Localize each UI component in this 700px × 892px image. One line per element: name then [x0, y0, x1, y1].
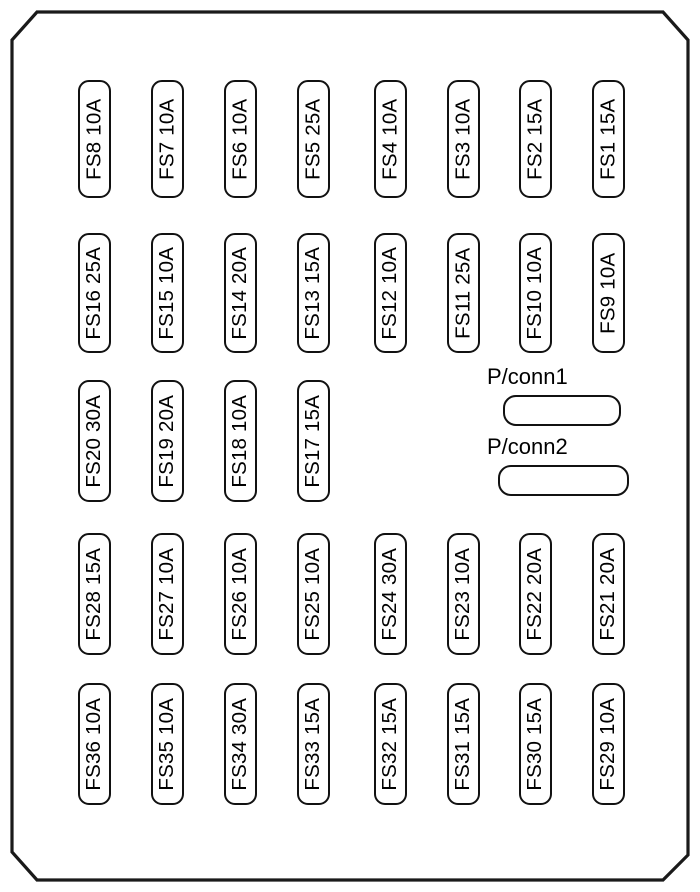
- fuse-slot-fs6[interactable]: [224, 80, 257, 198]
- fuse-label: FS5 25A: [301, 98, 325, 180]
- fuse-slot-fs12[interactable]: [374, 233, 407, 353]
- fuse-label: FS25 10A: [301, 547, 325, 641]
- fuse-label: FS13 15A: [301, 246, 325, 340]
- fuse-label: FS21 20A: [596, 547, 620, 641]
- fuse-slot-fs27[interactable]: [151, 533, 184, 655]
- pconn2-label: P/conn2: [487, 434, 568, 459]
- fuse-label: FS32 15A: [378, 697, 402, 791]
- fuse-label: FS30 15A: [523, 697, 547, 791]
- fuse-label: FS36 10A: [82, 697, 106, 791]
- power-connector-pconn2[interactable]: [498, 465, 629, 496]
- fuse-label: FS3 10A: [451, 98, 475, 180]
- fuse-label: FS17 15A: [301, 394, 325, 488]
- fuse-slot-fs5[interactable]: [297, 80, 330, 198]
- fuse-label: FS27 10A: [155, 547, 179, 641]
- fuse-slot-fs17[interactable]: [297, 380, 330, 502]
- fuse-label: FS35 10A: [155, 697, 179, 791]
- fuse-label: FS4 10A: [378, 98, 402, 180]
- fuse-label: FS7 10A: [155, 98, 179, 180]
- fuse-label: FS31 15A: [451, 697, 475, 791]
- fuse-slot-fs18[interactable]: [224, 380, 257, 502]
- fuse-label: FS23 10A: [451, 547, 475, 641]
- fuse-slot-fs31[interactable]: [447, 683, 480, 805]
- fuse-label: FS12 10A: [378, 246, 402, 340]
- fuse-slot-fs26[interactable]: [224, 533, 257, 655]
- fuse-slot-fs13[interactable]: [297, 233, 330, 353]
- fuse-slot-fs22[interactable]: [519, 533, 552, 655]
- fuse-slot-fs34[interactable]: [224, 683, 257, 805]
- fuse-label: FS11 25A: [451, 247, 475, 339]
- fuse-slot-fs15[interactable]: [151, 233, 184, 353]
- fuse-slot-fs11[interactable]: [447, 233, 480, 353]
- fuse-label: FS33 15A: [301, 697, 325, 791]
- fuse-label: FS29 10A: [596, 697, 620, 791]
- fuse-slot-fs29[interactable]: [592, 683, 625, 805]
- fuse-label: FS6 10A: [228, 98, 252, 180]
- fuse-label: FS20 30A: [82, 394, 106, 488]
- fuse-slot-fs8[interactable]: [78, 80, 111, 198]
- fuse-slot-fs28[interactable]: [78, 533, 111, 655]
- fuse-label: FS9 10A: [596, 252, 620, 334]
- fuse-slot-fs32[interactable]: [374, 683, 407, 805]
- fuse-slot-fs9[interactable]: [592, 233, 625, 353]
- fuse-slot-fs36[interactable]: [78, 683, 111, 805]
- fuse-slot-fs16[interactable]: [78, 233, 111, 353]
- fuse-label: FS15 10A: [155, 246, 179, 340]
- fuse-slot-fs4[interactable]: [374, 80, 407, 198]
- fuse-label: FS22 20A: [523, 547, 547, 641]
- fuse-slot-fs19[interactable]: [151, 380, 184, 502]
- fuse-label: FS24 30A: [378, 547, 402, 641]
- fuse-slot-fs1[interactable]: [592, 80, 625, 198]
- fuse-slot-fs33[interactable]: [297, 683, 330, 805]
- fuse-slot-fs3[interactable]: [447, 80, 480, 198]
- fuse-label: FS34 30A: [228, 697, 252, 791]
- fuse-slot-fs25[interactable]: [297, 533, 330, 655]
- fuse-slot-fs10[interactable]: [519, 233, 552, 353]
- fuse-slot-fs35[interactable]: [151, 683, 184, 805]
- fuse-label: FS18 10A: [228, 394, 252, 488]
- fuse-label: FS26 10A: [228, 547, 252, 641]
- fuse-label: FS10 10A: [523, 246, 547, 340]
- fuse-label: FS1 15A: [596, 98, 620, 180]
- enclosure-polygon: [12, 12, 688, 880]
- fuse-label: FS8 10A: [82, 98, 106, 180]
- fuse-label: FS19 20A: [155, 394, 179, 488]
- fuse-label: FS14 20A: [228, 246, 252, 340]
- fuse-slot-fs2[interactable]: [519, 80, 552, 198]
- fuse-slot-fs20[interactable]: [78, 380, 111, 502]
- fuse-slot-fs21[interactable]: [592, 533, 625, 655]
- fuse-label: FS28 15A: [82, 547, 106, 641]
- fuse-slot-fs24[interactable]: [374, 533, 407, 655]
- fuse-slot-fs30[interactable]: [519, 683, 552, 805]
- fuse-slot-fs23[interactable]: [447, 533, 480, 655]
- fuse-label: FS16 25A: [82, 246, 106, 340]
- fuse-slot-fs7[interactable]: [151, 80, 184, 198]
- fuse-label: FS2 15A: [523, 98, 547, 180]
- power-connector-pconn1[interactable]: [503, 395, 621, 426]
- fuse-slot-fs14[interactable]: [224, 233, 257, 353]
- pconn1-label: P/conn1: [487, 364, 568, 389]
